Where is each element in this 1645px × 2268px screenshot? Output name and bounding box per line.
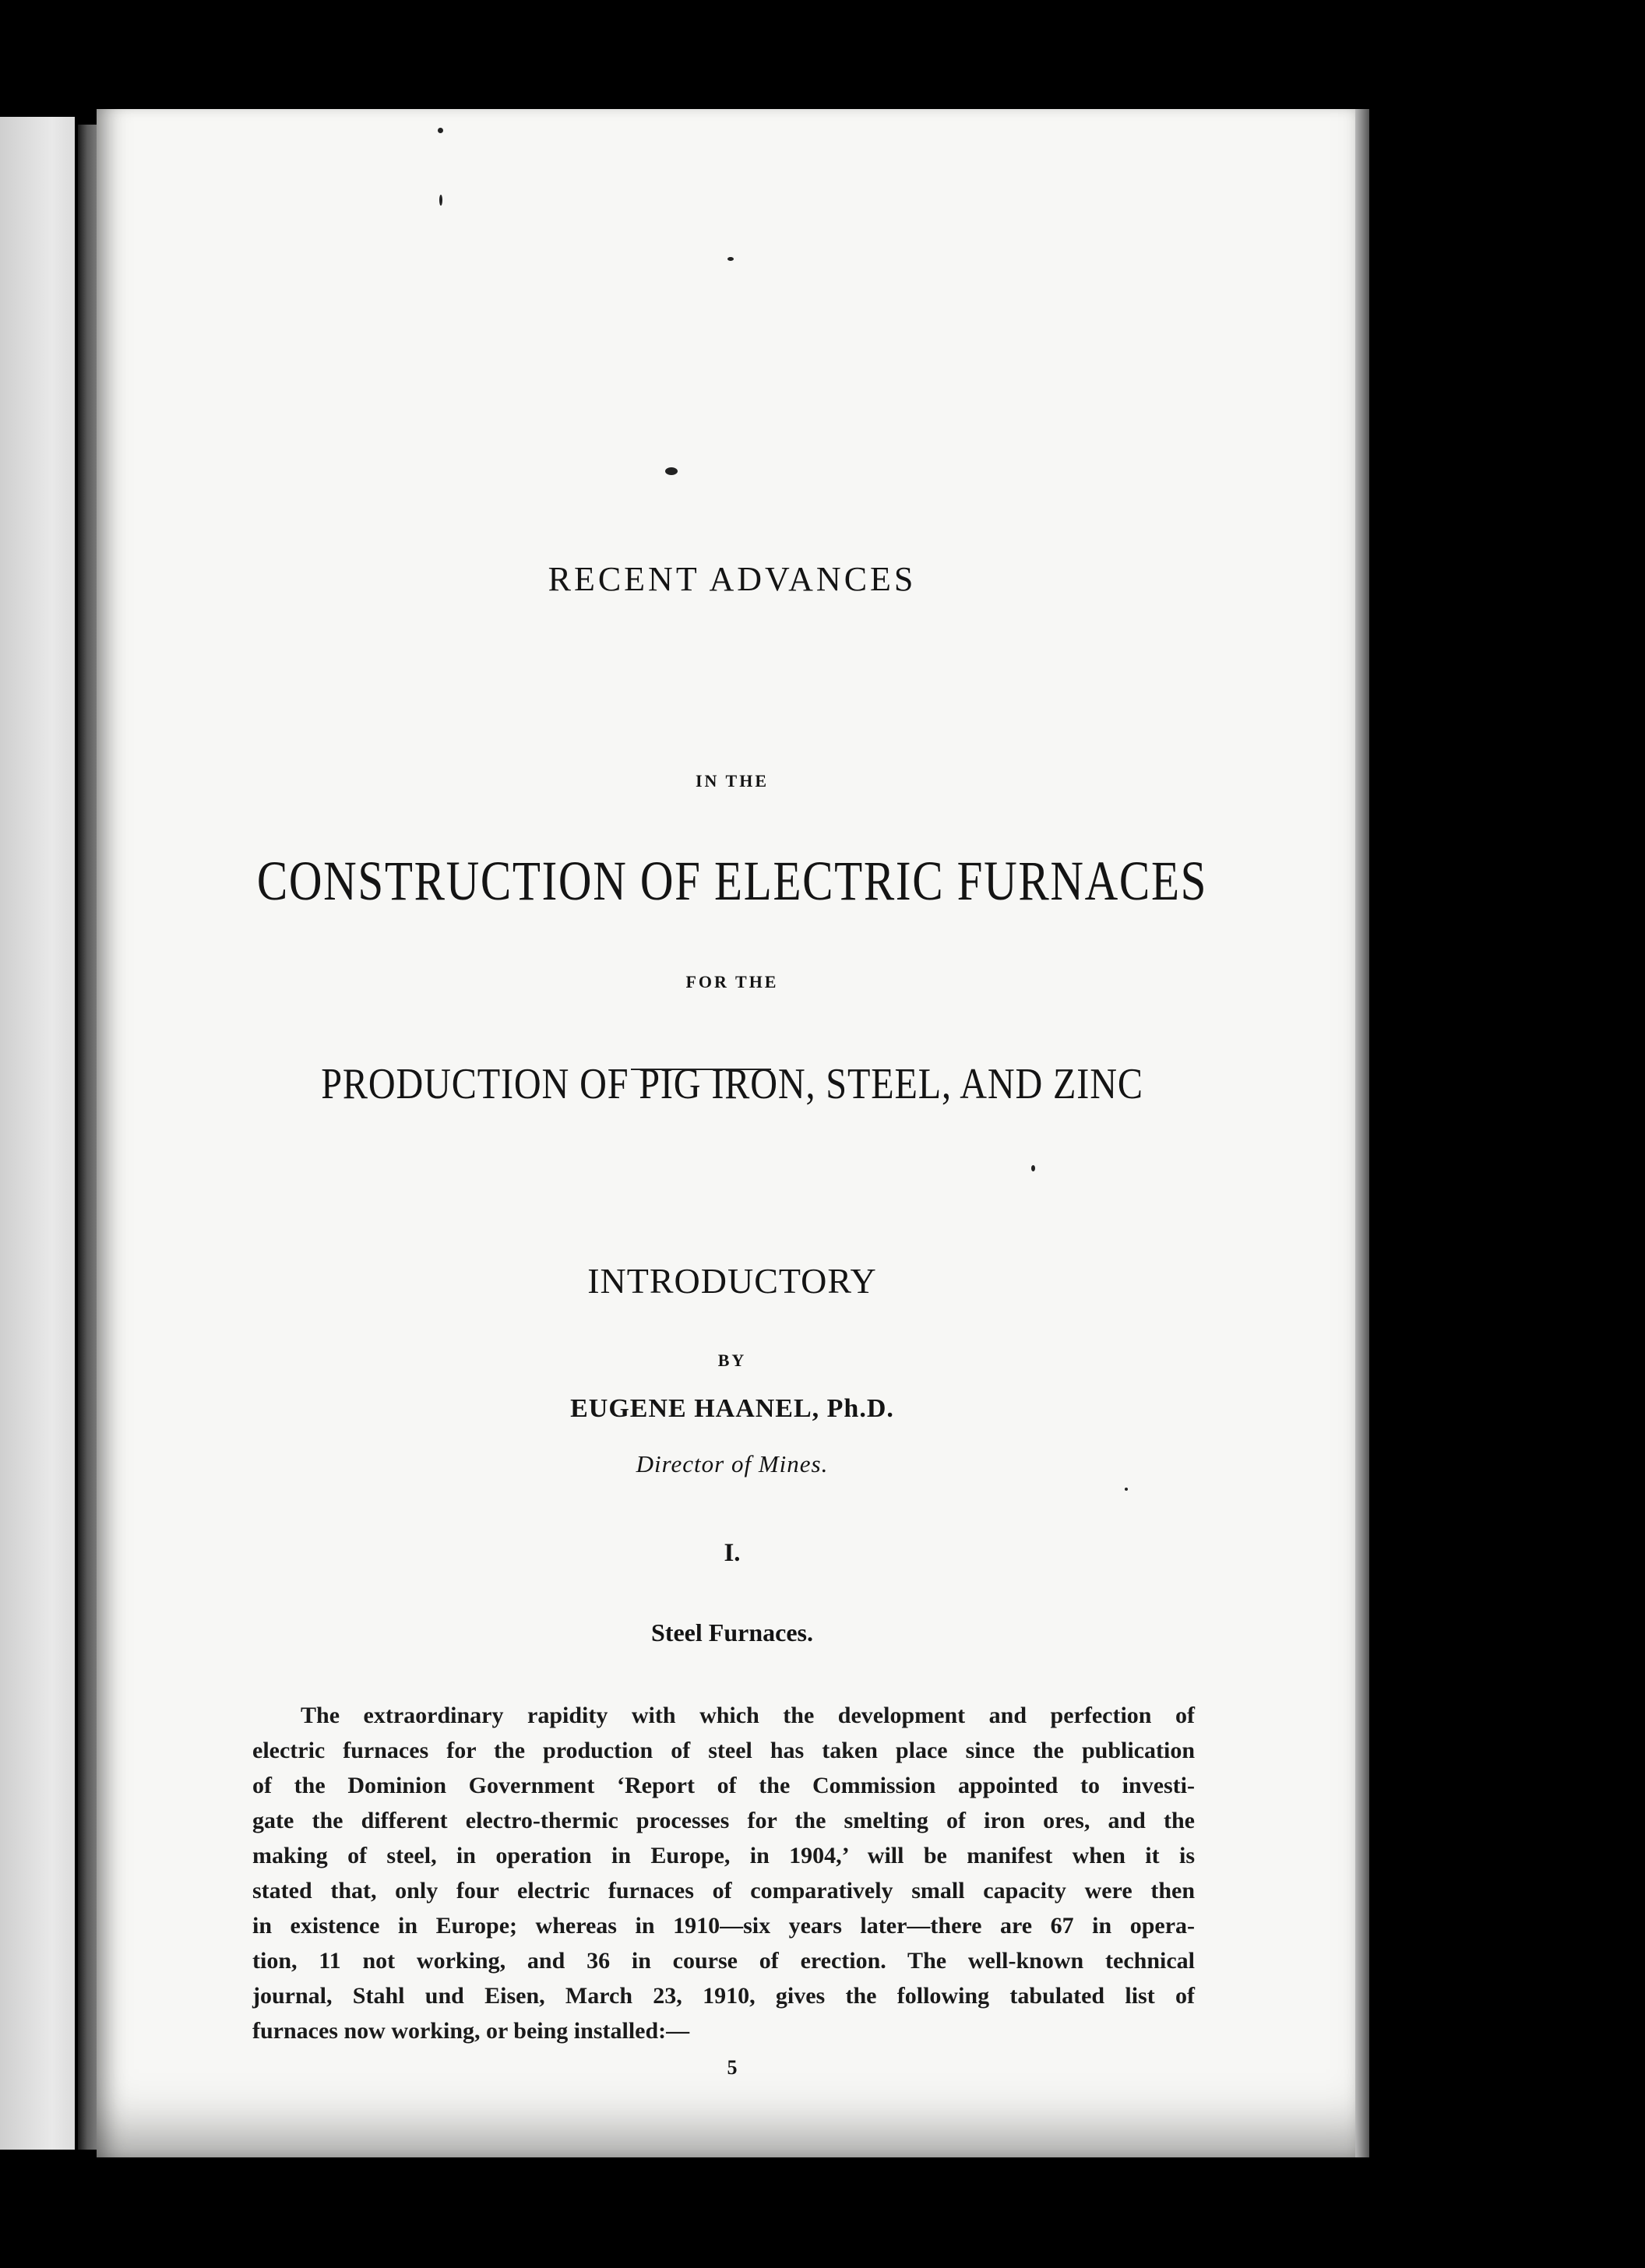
subheading: Steel Furnaces. (651, 1618, 813, 1646)
author-name: EUGENE HAANEL, Ph.D. (570, 1394, 894, 1423)
title-line-1: RECENT ADVANCES (548, 560, 917, 598)
body-paragraph (252, 1698, 1195, 2048)
paragraph-line: furnaces now working, or being installed:— (252, 2018, 690, 2044)
adjacent-page-sliver (0, 117, 75, 2150)
section-heading: INTRODUCTORY (587, 1261, 877, 1301)
scan-speck (665, 467, 678, 475)
scan-speck (1031, 1165, 1035, 1171)
title-line-2: CONSTRUCTION OF ELECTRIC FURNACES (256, 850, 1208, 912)
title-divider-rule (631, 1069, 771, 1070)
paragraph-line: of the Dominion Government ‘Report of the Commission appointed to investi- (252, 1773, 1195, 1798)
scan-speck (439, 195, 442, 206)
document-page (97, 109, 1368, 2157)
author-role: Director of Mines. (636, 1450, 829, 1477)
paragraph-line: making of steel, in operation in Europe, in 1904,’ will be manifest when it is (252, 1843, 1195, 1868)
scan-speck (438, 128, 443, 133)
part-number: I. (724, 1539, 741, 1567)
paragraph-line: electric furnaces for the production of steel has taken place since the publication (252, 1738, 1195, 1763)
title-line-3: PRODUCTION OF PIG IRON, STEEL, AND ZINC (321, 1060, 1143, 1108)
paragraph-line: journal, Stahl und Eisen, March 23, 1910, gives the following tabulated list of (252, 1983, 1195, 2009)
paragraph-line: The extraordinary rapidity with which the development and perfection of (301, 1703, 1195, 1728)
paragraph-line: tion, 11 not working, and 36 in course of erection. The well-known technical (252, 1948, 1195, 1974)
scan-speck (727, 257, 734, 261)
page-right-edge-shadow (1355, 109, 1369, 2157)
paragraph-line: in existence in Europe; whereas in 1910—six years later—there are 67 in opera- (252, 1913, 1195, 1939)
page-number: 5 (727, 2056, 738, 2079)
title-connector-in-the: IN THE (695, 771, 769, 791)
paragraph-line: stated that, only four electric furnaces of comparatively small capacity were then (252, 1878, 1195, 1904)
paragraph-line: gate the different electro-thermic processes for the smelting of iron ores, and the (252, 1808, 1195, 1833)
by-label: BY (717, 1351, 747, 1370)
title-connector-for-the: FOR THE (685, 972, 779, 991)
scan-speck (1125, 1488, 1128, 1491)
